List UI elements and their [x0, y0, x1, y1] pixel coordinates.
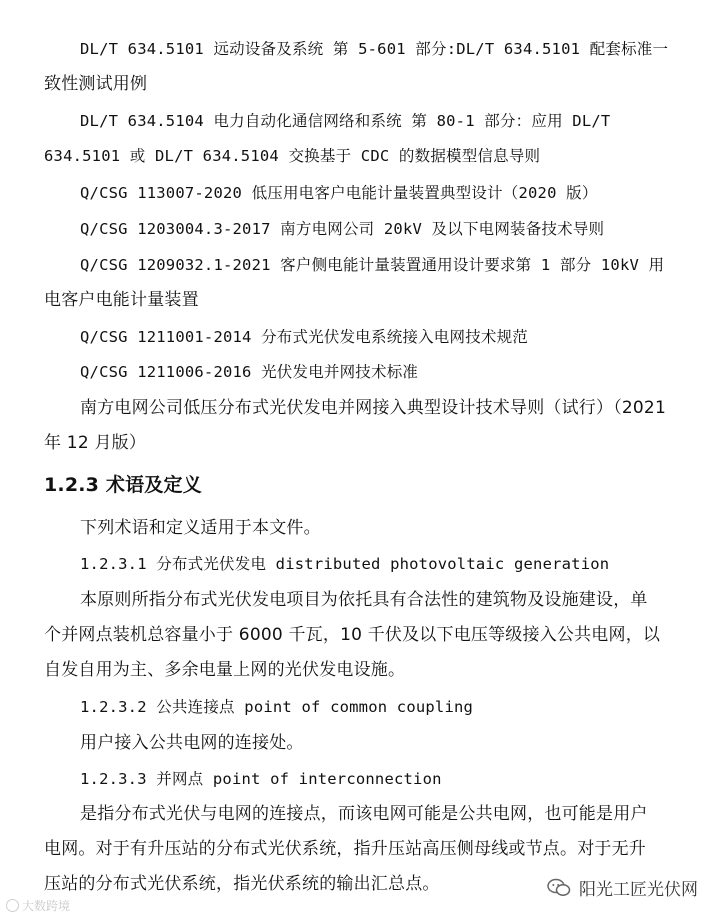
ref-line: Q/CSG 1203004.3-2017 南方电网公司 20kV 及以下电网装备技术导则 [80, 220, 605, 238]
watermark-logo-icon [6, 899, 19, 912]
ref-line: 致性测试用例 [44, 74, 148, 94]
paragraph-line: 个并网点装机总容量小于 6000 千瓦，10 千伏及以下电压等级接入公共电网，以 [44, 625, 661, 645]
paragraph-line: 是指分布式光伏与电网的连接点，而该电网可能是公共电网，也可能是用户 [80, 804, 648, 824]
ref-line: Q/CSG 1211006-2016 光伏发电并网技术标准 [80, 363, 419, 381]
paragraph-line: 自发自用为主、多余电量上网的光伏发电设施。 [44, 660, 406, 680]
watermark-left-text: 大数跨境 [22, 899, 71, 913]
ref-line: 电客户电能计量装置 [44, 290, 199, 310]
paragraph-line: 用户接入公共电网的连接处。 [80, 733, 304, 753]
ref-line: 634.5101 或 DL/T 634.5104 交换基于 CDC 的数据模型信息导则 [44, 147, 541, 165]
ref-line: Q/CSG 1209032.1-2021 客户侧电能计量装置通用设计要求第 1 部分 10kV 用 [80, 256, 665, 274]
term-heading: 1.2.3.2 公共连接点 point of common coupling [80, 698, 474, 716]
paragraph-line: 电网。对于有升压站的分布式光伏系统，指升压站高压侧母线或节点。对于无升 [44, 839, 646, 859]
ref-line: 年 12 月版） [44, 433, 147, 453]
wechat-icon [547, 878, 571, 898]
paragraph-line: 本原则所指分布式光伏发电项目为依托具有合法性的建筑物及设施建设，单 [80, 590, 648, 610]
ref-line: 南方电网公司低压分布式光伏发电并网接入典型设计技术导则（试行）（2021 [80, 398, 666, 418]
ref-line: Q/CSG 113007-2020 低压用电客户电能计量装置典型设计（2020 版） [80, 184, 598, 202]
term-heading: 1.2.3.1 分布式光伏发电 distributed photovoltaic generation [80, 555, 610, 573]
section-heading: 1.2.3 术语及定义 [44, 474, 202, 496]
watermark-right-text: 阳光工匠光伏网 [579, 880, 698, 900]
paragraph-line: 下列术语和定义适用于本文件。 [80, 518, 321, 538]
ref-line: Q/CSG 1211001-2014 分布式光伏发电系统接入电网技术规范 [80, 328, 529, 346]
watermark-right [543, 873, 702, 902]
watermark-left [6, 897, 70, 914]
term-heading: 1.2.3.3 并网点 point of interconnection [80, 770, 442, 788]
paragraph-line: 压站的分布式光伏系统，指光伏系统的输出汇总点。 [44, 874, 440, 894]
ref-line: DL/T 634.5101 远动设备及系统 第 5-601 部分:DL/T 634.5101 配套标准一 [80, 40, 669, 58]
ref-line: DL/T 634.5104 电力自动化通信网络和系统 第 80-1 部分：应用 DL/T [80, 112, 611, 130]
